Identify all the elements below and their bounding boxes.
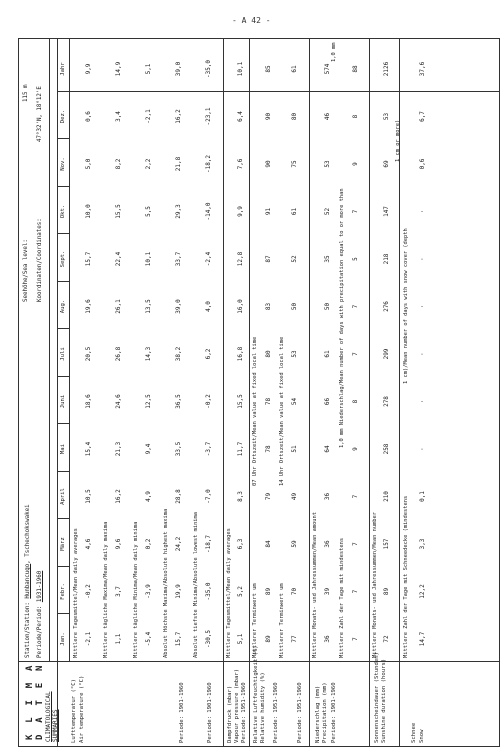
divider: [223, 662, 224, 746]
table-cell-abs-max: 39,0: [175, 61, 182, 77]
table-cell-sun: 157: [383, 538, 390, 550]
humidity-period: Periode: 1951-1960: [273, 682, 279, 743]
air-temp-label-en: Air temperature (°C): [79, 675, 85, 743]
table-cell-hum07: 89: [265, 635, 272, 643]
left-label-column: [19, 645, 499, 746]
table-cell-abs-min: 6,2: [205, 348, 212, 360]
table-cell-abs-max: 36,5: [175, 394, 182, 409]
column-divider: [57, 281, 69, 282]
coord-label: Koordinaten/Coordinates:: [37, 218, 43, 302]
humidity-label-en: Relative humidity (%): [260, 672, 266, 743]
table-cell-max: 15,5: [115, 204, 122, 219]
table-cell-snow: ·: [419, 209, 426, 214]
table-cell-precip-days: 9: [352, 447, 359, 451]
divider: [369, 662, 370, 746]
table-cell-min: 9,4: [145, 443, 152, 455]
note-abs-max: Absolut Höchste Maxima/Absolute highest maxima: [163, 508, 169, 658]
table-cell-mean: 4,6: [85, 538, 92, 550]
air-temp-label-de: Lufttemperatur (°C): [71, 679, 77, 743]
table-cell-min: -5,4: [145, 631, 152, 647]
table-cell-max: 14,9: [115, 61, 122, 77]
altitude-unit: m: [23, 84, 29, 89]
table-cell-precip: 36: [324, 492, 331, 501]
table-cell-abs-min: -18,7: [205, 534, 212, 554]
table-cell-abs-max: 24,2: [175, 536, 182, 552]
table-cell-abs-min: -35,0: [205, 59, 212, 79]
table-cell-precip-days: 7: [352, 589, 359, 594]
column-divider: [57, 424, 69, 425]
divider: [69, 39, 70, 662]
page-subtitle: CLIMATOLOGICAL SUMMARIES: [45, 691, 59, 742]
table-cell-hum07: 80: [265, 350, 272, 358]
month-header: Okt.: [60, 204, 66, 219]
table-cell-precip-days: 7: [352, 352, 359, 356]
table-cell-sun: 258: [383, 443, 390, 455]
table-cell-precip-days: 8: [352, 399, 359, 404]
column-divider: [57, 329, 69, 330]
note-hum1: Mittlerer Terminwert um: [252, 583, 258, 658]
vapour-period: Periode: 1951-1960: [241, 682, 247, 743]
month-header: Dez.: [60, 109, 66, 124]
table-cell-vapour: 16,8: [237, 346, 244, 362]
table-cell-mean: 19,6: [85, 299, 92, 314]
table-cell-hum14: 80: [291, 112, 298, 121]
table-cell-hum07: 91: [265, 207, 272, 216]
table-cell-min: -3,9: [145, 584, 152, 599]
precip-period: Periode: 1901-1960: [331, 682, 337, 743]
table-cell-sun: 147: [383, 206, 390, 217]
table-cell-precip: 64: [324, 445, 331, 453]
month-header: März: [60, 537, 66, 551]
table-cell-abs-min: 4,0: [205, 301, 212, 312]
month-header: April: [60, 488, 66, 505]
table-cell-abs-max: 29,3: [175, 204, 182, 219]
table-cell-max: 9,6: [115, 538, 122, 550]
table-cell-hum14: 77: [291, 635, 298, 643]
table-cell-vapour: 6,4: [237, 111, 244, 122]
table-cell-mean: -2,1: [85, 631, 92, 647]
table-cell-snow: 6,7: [419, 111, 426, 122]
table-cell-hum14: 53: [291, 350, 298, 358]
table-cell-min: 12,5: [145, 394, 152, 409]
note-precip-days-c: 1,0 mm: [331, 42, 337, 62]
table-cell-max: 21,3: [115, 441, 122, 457]
table-cell-hum14: 51: [291, 445, 298, 453]
table-cell-sun: 72: [383, 635, 390, 643]
note-hum1b: 07 Uhr Ortszeit/Mean value at fixed local time: [252, 336, 258, 486]
divider: [49, 39, 50, 662]
table-cell-abs-min: -2,4: [205, 251, 212, 267]
divider: [57, 39, 58, 662]
table-cell-vapour: 9,9: [237, 206, 244, 217]
month-header: Jahr: [60, 62, 66, 76]
divider: [249, 39, 250, 662]
table-cell-mean: 15,4: [85, 441, 92, 457]
table-cell-min: 14,3: [145, 346, 152, 362]
table-cell-snow: 12,2: [419, 584, 426, 599]
table-cell-precip-days: 7: [352, 637, 359, 641]
table-cell-min: 4,9: [145, 491, 152, 502]
column-divider: [57, 471, 69, 472]
snow-label-en: Snow: [419, 729, 425, 743]
table-cell-abs-max: 19,9: [175, 584, 182, 599]
divider: [309, 662, 310, 746]
column-divider: [57, 139, 69, 140]
table-cell-max: 26,1: [115, 299, 122, 314]
table-cell-hum14: 49: [291, 492, 298, 501]
table-cell-max: 16,2: [115, 489, 122, 504]
table-cell-abs-max: 38,2: [175, 346, 182, 362]
table-cell-vapour: 8,3: [237, 491, 244, 502]
table-cell-min: 10,1: [145, 251, 152, 267]
note-min: Mittlere tägliche Minima/Mean daily minima: [133, 521, 139, 658]
table-cell-abs-min: -30,5: [205, 629, 212, 649]
note-max: Mittlere tägliche Maxima/Mean daily maxima: [103, 521, 109, 658]
table-cell-abs-min: -3,7: [205, 441, 212, 457]
note-snow: Mittlere Zahl der Tage mit Schneedecke (mindestens: [403, 495, 409, 658]
table-cell-hum14: 75: [291, 160, 298, 168]
table-cell-vapour: 5,2: [237, 586, 244, 597]
table-cell-vapour: 10,1: [237, 61, 244, 77]
table-cell-precip: 52: [324, 207, 331, 216]
table-cell-abs-min: -23,1: [205, 107, 212, 126]
table-cell-abs-min: -7,0: [205, 489, 212, 504]
table-cell-abs-min: -18,2: [205, 154, 212, 174]
vapour-label-en: Vapour pressure (mbar): [234, 668, 240, 743]
table-cell-abs-min: -35,0: [205, 582, 212, 601]
column-divider: [57, 376, 69, 377]
coord-value: 47°32'N, 18°12'E: [37, 86, 43, 142]
altitude-label: Seehöhe/Sea level:: [23, 239, 29, 302]
table-cell-sun: 218: [383, 253, 390, 265]
table-cell-precip: 53: [324, 160, 331, 168]
table-cell-hum07: 85: [265, 65, 272, 73]
period-label-header: Periode/Period:: [37, 605, 43, 658]
table-cell-snow: ·: [419, 352, 426, 356]
table-cell-precip-days: 7: [352, 494, 359, 499]
table-cell-mean: 20,5: [85, 346, 92, 362]
note-precip-days-b: 1,0 mm Niederschlag/Mean number of days with precipitation equal to or more than: [339, 188, 345, 448]
table-cell-vapour: 12,8: [237, 251, 244, 267]
table-cell-snow: 0,6: [419, 158, 426, 170]
table-cell-sun: 53: [383, 112, 390, 121]
table-cell-max: 3,4: [115, 111, 122, 122]
page-number: - A 42 -: [232, 16, 271, 25]
table-cell-abs-max: 39,0: [175, 299, 182, 314]
table-cell-sun: 69: [383, 160, 390, 168]
table-cell-precip: 50: [324, 302, 331, 311]
table-cell-precip-days: 7: [352, 209, 359, 214]
table-cell-min: 2,2: [145, 158, 152, 170]
table-cell-min: 5,1: [145, 63, 152, 75]
table-cell-hum07: 79: [265, 492, 272, 501]
table-cell-hum07: 83: [265, 302, 272, 311]
note-vapour: Mittlere Tagesmittel/Mean daily averages: [226, 528, 232, 658]
table-cell-precip: 61: [324, 350, 331, 358]
station-name: Hunbancugo: [25, 563, 31, 599]
table-cell-mean: 10,5: [85, 489, 92, 504]
month-header: Sept.: [60, 250, 66, 268]
table-cell-hum07: 78: [265, 445, 272, 453]
table-cell-precip-days: 9: [352, 162, 359, 166]
table-cell-snow: ·: [419, 399, 426, 404]
table-cell-abs-max: 28,8: [175, 489, 182, 504]
month-header: Nov.: [60, 157, 66, 171]
note-precip-days: Mittlere Zahl der Tage mit mindestens: [339, 537, 345, 658]
table-cell-precip: 39: [324, 587, 331, 596]
table-cell-max: 26,8: [115, 346, 122, 362]
note-abs-min: Absolut tiefste Minima/Absolute lowest minima: [193, 511, 199, 658]
table-cell-hum14: 50: [291, 302, 298, 311]
table-cell-hum14: 61: [291, 65, 298, 73]
table-cell-mean: -0,2: [85, 584, 92, 599]
page-title: K L I M A D A T E N: [25, 662, 45, 740]
table-cell-snow: 37,6: [419, 61, 426, 77]
table-cell-precip-days: 5: [352, 257, 359, 261]
table-cell-max: 22,4: [115, 251, 122, 267]
table-cell-hum07: 84: [265, 540, 272, 548]
table-cell-precip-days: 8: [352, 114, 359, 119]
table-cell-hum14: 70: [291, 587, 298, 596]
period-label: Periode: 1901-1960: [207, 682, 213, 743]
table-cell-snow: ·: [419, 257, 426, 261]
note-sunshine: Mittlere Monats- und Jahressummen/Mean number: [372, 511, 378, 658]
table-cell-precip: 36: [324, 540, 331, 548]
snow-label-de: Schnee: [411, 722, 417, 743]
table-cell-precip: 66: [324, 397, 331, 406]
humidity-label-de: Relative Luftfeuchtigkeit (%): [253, 645, 259, 743]
table-cell-abs-min: -0,2: [205, 394, 212, 409]
table-cell-sun: 89: [383, 587, 390, 596]
column-divider: [57, 234, 69, 235]
month-header: Febr.: [60, 583, 66, 600]
table-cell-max: 3,7: [115, 586, 122, 597]
climate-table-sheet: [18, 38, 500, 747]
table-cell-max: 1,1: [115, 633, 122, 645]
altitude-value: 115: [23, 91, 29, 102]
note-snow-b: 1 cm)/Mean number of days with snow cover (depth: [403, 228, 409, 384]
divider: [249, 662, 250, 746]
divider: [399, 662, 400, 746]
table-cell-precip-days: 7: [352, 304, 359, 309]
precip-label-de: Niederschlag (mm): [315, 685, 321, 743]
station-label: Station/Station:: [25, 602, 31, 658]
table-cell-hum14: 52: [291, 255, 298, 263]
table-cell-hum07: 90: [265, 160, 272, 168]
note-mean: Mittlere Tagesmittel/Mean daily averages: [73, 528, 79, 658]
table-cell-snow: 0,1: [419, 491, 426, 502]
table-cell-hum07: 78: [265, 397, 272, 406]
table-cell-max: 8,2: [115, 158, 122, 170]
divider: [369, 39, 370, 662]
table-cell-abs-max: 16,2: [175, 109, 182, 124]
period-label: Periode: 1901-1960: [179, 682, 185, 743]
table-body: Station/Station: Hunbancugo, Tschechokswakei Periode/Period: 1931-1960 Seehöhe/Sea level: 115 m Koordinaten/Coordinates: 47°32'N, 18°12'E Jan. Febr. März April Mai Juni Juli Aug. Sept. Okt. Nov. Dez. Jahr Mittlere Tagesmittel/Mean daily averages Mittlere tägliche Maxima/Mean daily maxima Mittlere tägliche Minima/Mean daily minima Absolut Höchste Maxima/Absolute highest maxima Absolut tiefste Minima/Absolute lowest minima Mittlere Tagesmittel/Mean daily averages Mittlerer Terminwert um 07 Uhr Ortszeit/Mean value at fixed local time Mittlerer Terminwert um 14 Uhr Ortszeit/Mean value at fixed local time Mittlere Monats- und Jahressummen/Mean amount Mittlere Zahl der Tage mit mindestens 1,0 mm Niederschlag/Mean number of days with precipitation equal to or more than 1,0 mm Mittlere Monats- und Jahressummen/Mean number Mittlere Zahl der Tage mit Schneedecke (mindestens 1 cm)/Mean number of days with snow cover (depth 1 cm or more) -2,1 -0,2 4,6 10,5 15,4 18,6 20,5 19,6 15,7 10,0 5,0 0,6 9,9 1,1 3,7 9,6 16,2 21,3 24,6 26,8 26,1 22,4 15,5 8,2 3,4 14,9 -5,4 -3,9 0,2 4,9 9,4 12,5 14,3 13,5 10,1 5,5 2,2 -2,1 5,1 15,7 19,9 24,2 28,8 33,5 36,5 38,2 39,0 33,7 29,3 21,8 16,2 39,0 -30,5 -35,0 -18,7 -7,0 -3,7 -0,2 6,2 4,0 -2,4 -14,0 -18,2 -23,1 -35,0 5,1 5,2 6,3 8,3 11,7 15,5 16,8 16,0 12,8 9,9 7,6 6,4 10,1 89 89 84 79 78 78 80 83 87 91 90 90 85 77 70 59 49 51 54 53 50 52 61 75 80 61 36 39 36 36 64 66 61 50 35 52 53 46 574 7 7 7 7 9 8 7 7 5 7 9 8 88 72 89 157 210 258 278 299 276 218 147 69 53 2126 14,7 12,2 3,3 0,1 · · · · · · 0,6 6,7 37,6: [19, 39, 499, 662]
table-cell-abs-min: -14,0: [205, 202, 212, 221]
table-cell-vapour: 7,6: [237, 158, 244, 170]
table-cell-min: 13,5: [145, 299, 152, 314]
table-cell-mean: 18,6: [85, 394, 92, 409]
divider: [57, 662, 58, 746]
table-cell-hum14: 61: [291, 207, 298, 216]
column-divider: [57, 519, 69, 520]
table-cell-hum07: 89: [265, 587, 272, 596]
note-snow-c: 1 cm or more): [395, 119, 401, 162]
sunshine-label-en: Sunshine duration (hours): [381, 658, 387, 743]
note-precip-amt: Mittlere Monats- und Jahressummen/Mean amount: [312, 511, 318, 658]
table-cell-snow: 14,7: [419, 631, 426, 647]
table-cell-min: -2,1: [145, 109, 152, 124]
table-cell-mean: 9,9: [85, 63, 92, 75]
table-cell-hum07: 87: [265, 255, 272, 263]
column-divider: [57, 614, 69, 615]
table-cell-hum14: 59: [291, 540, 298, 548]
table-cell-abs-max: 21,8: [175, 156, 182, 172]
year-column-divider: [57, 91, 499, 92]
month-header: Jan.: [60, 632, 66, 646]
table-cell-vapour: 16,0: [237, 299, 244, 314]
divider: [309, 39, 310, 662]
table-cell-precip: 46: [324, 112, 331, 121]
sunshine-label-de: Sonnenscheindauer (Stunden): [374, 652, 380, 743]
month-header: Aug.: [60, 299, 66, 314]
table-cell-precip: 574: [324, 63, 331, 75]
vapour-label-de: Dampfdruck (mbar): [227, 685, 233, 743]
note-hum2: Mittlerer Terminwert um: [279, 583, 285, 658]
table-cell-mean: 10,0: [85, 204, 92, 219]
month-header: Mai: [60, 443, 66, 455]
table-cell-snow: ·: [419, 447, 426, 451]
table-cell-max: 24,6: [115, 394, 122, 409]
table-cell-vapour: 5,1: [237, 633, 244, 645]
table-cell-abs-max: 33,7: [175, 251, 182, 267]
column-divider: [57, 186, 69, 187]
table-cell-mean: 0,6: [85, 111, 92, 122]
column-divider: [57, 566, 69, 567]
month-header: Juni: [60, 394, 66, 409]
table-cell-abs-max: 15,7: [175, 631, 182, 647]
table-cell-vapour: 15,5: [237, 394, 244, 409]
table-cell-mean: 5,0: [85, 158, 92, 170]
table-cell-sun: 299: [383, 348, 390, 360]
table-cell-precip-days: 88: [352, 65, 359, 73]
note-hum2b: 14 Uhr Ortszeit/Mean value at fixed local time: [279, 336, 285, 486]
period-label: Periode: 1951-1960: [297, 682, 303, 743]
table-cell-mean: 15,7: [85, 251, 92, 267]
table-cell-min: 0,2: [145, 538, 152, 550]
table-cell-precip-days: 7: [352, 542, 359, 546]
table-cell-precip: 36: [324, 635, 331, 643]
table-cell-sun: 210: [383, 491, 390, 502]
table-cell-hum07: 90: [265, 112, 272, 121]
table-cell-sun: 278: [383, 396, 390, 407]
table-cell-abs-max: 33,5: [175, 441, 182, 457]
table-cell-vapour: 11,7: [237, 441, 244, 457]
month-header: Juli: [60, 347, 66, 361]
table-cell-snow: ·: [419, 304, 426, 309]
table-cell-sun: 276: [383, 301, 390, 312]
table-cell-sun: 2126: [383, 61, 390, 77]
table-cell-precip: 35: [324, 255, 331, 263]
period-value: 1931-1960: [37, 570, 43, 603]
table-cell-snow: 3,3: [419, 538, 426, 550]
table-cell-vapour: 6,3: [237, 538, 244, 550]
precip-label-en: Precipitation (mm): [322, 682, 328, 743]
station-code: Tschechokswakei: [25, 504, 31, 557]
divider: [223, 39, 224, 662]
table-cell-hum14: 54: [291, 397, 298, 406]
table-cell-min: 5,5: [145, 206, 152, 217]
